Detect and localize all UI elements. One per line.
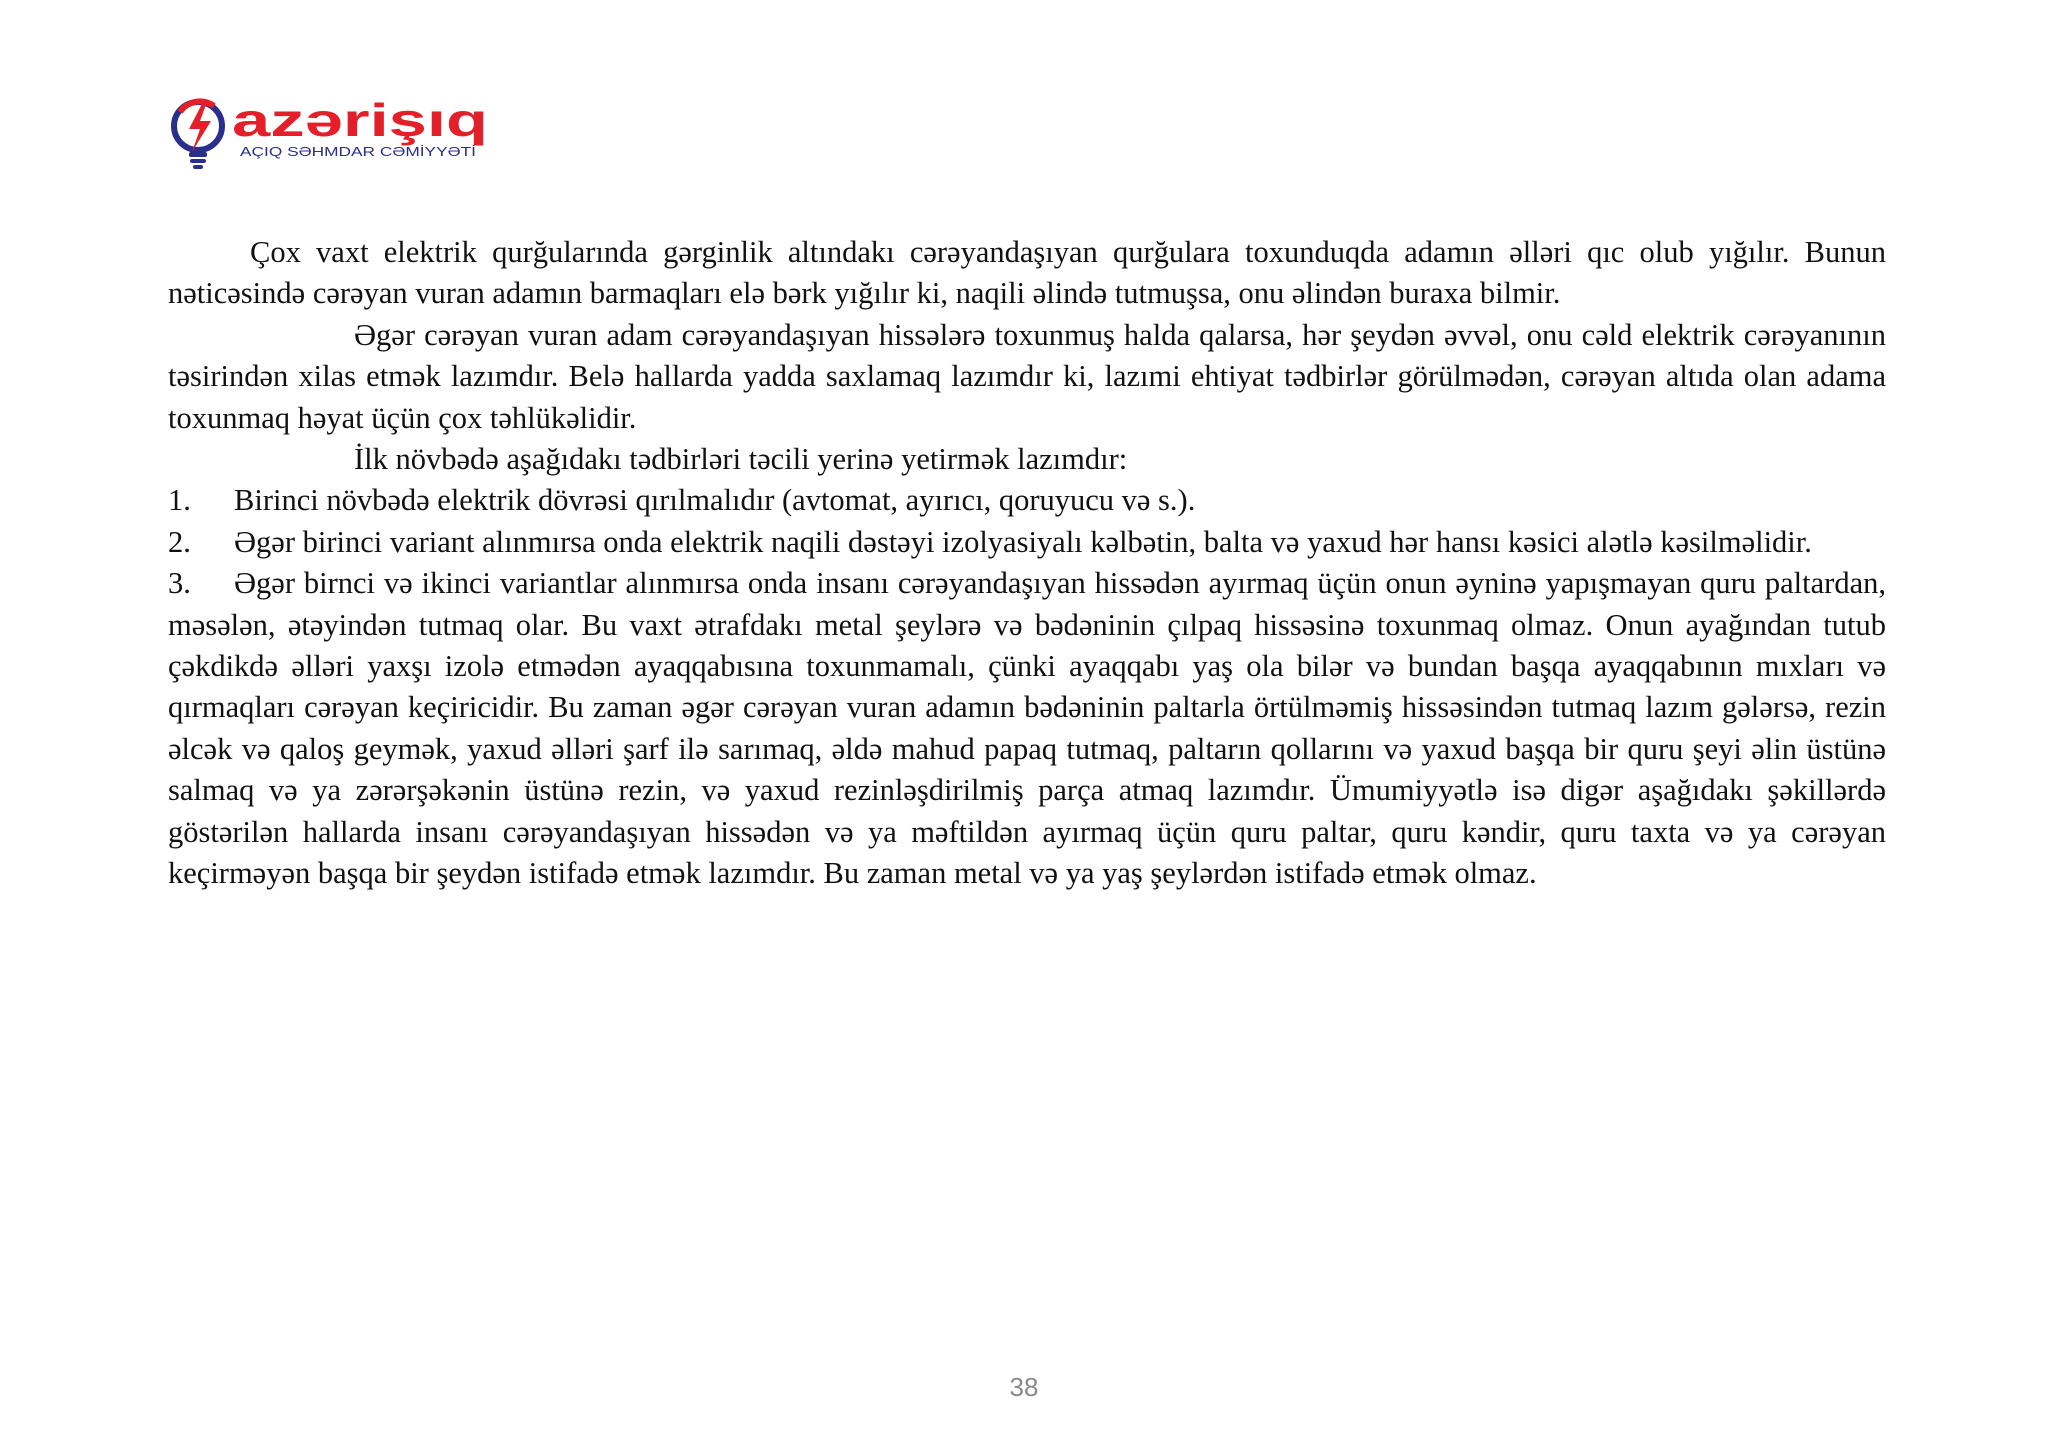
list-item <box>168 480 1886 521</box>
list-item-text: Əgər birinci variant alınmırsa onda elektrik naqili dəstəyi izolyasiyalı kəlbətin, balta və yaxud hər hansı kəsici alətlə kəsilməlidir. <box>234 524 1812 559</box>
list-item-number: 3. <box>168 566 191 601</box>
lightbulb-bolt-icon <box>174 101 222 169</box>
paragraph-1: Çox vaxt elektrik qurğularında gərginlik altındakı cərəyandaşıyan qurğulara toxunduqda adamın əlləri qıc olub yığılır. Bunun nəticəsində cərəyan vuran adamın barmaqları elə bərk yığılır ki, naqili əlində tutmuşsa, onu əlindən buraxa bilmir. <box>168 235 1886 311</box>
paragraph-3: İlk növbədə aşağıdakı tədbirləri təcili yerinə yetirmək lazımdır: <box>354 442 1128 477</box>
paragraph-2: Əgər cərəyan vuran adam cərəyandaşıyan hissələrə toxunmuş halda qalarsa, hər şeydən əvvəl, onu cəld elektrik cərəyanının təsirindən xilas etmək lazımdır. Belə hallarda yadda saxlamaq lazımdır ki, lazımi ehtiyat tədbirlər görülmədən, cərəyan altıda olan adama toxunmaq həyat üçün çox təhlükəlidir. <box>168 317 1886 435</box>
list-item-text: Əgər birnci və ikinci variantlar alınmırsa onda insanı cərəyandaşıyan hissədən ayırmaq üçün onun əyninə yapışmayan quru paltardan, məsələn, ətəyindən tutmaq olar. Bu vaxt ətrafdakı metal şeylərə və bədəninin çılpaq hissəsinə toxunmaq olmaz. Onun ayağından tutub çəkdikdə əlləri yaxşı izolə etmədən ayaqqabısına toxunmamalı, çünki ayaqqabı yaş ola bilər və bundan başqa ayaqqabının mıxları və qırmaqları cərəyan keçiricidir. Bu zaman əgər cərəyan vuran adamın bədəninin paltarla örtülməmiş hissəsindən tutmaq lazım gələrsə, rezin əlcək və qaloş geymək, yaxud əlləri şarf ilə sarımaq, əldə mahud papaq tutmaq, paltarın qollarını və yaxud başqa bir quru şeyi əlin üstünə salmaq və ya zərərşəkənin üstünə rezin, və yaxud rezinləşdirilmiş parça atmaq lazımdır. Ümumiyyətlə isə digər aşağıdakı şəkillərdə göstərilən hallarda insanı cərəyandaşıyan hissədən və ya məftildən ayırmaq üçün quru paltar, quru kəndir, quru taxta və ya cərəyan keçirməyən başqa bir şeydən istifadə etmək lazımdır. Bu zaman metal və ya yaş şeylərdən istifadə etmək olmaz. <box>168 566 1886 891</box>
company-logo <box>168 92 498 178</box>
page-number: 38 <box>1009 1372 1039 1402</box>
logo-wordmark: azərişıq <box>232 94 488 146</box>
list-item-text: Birinci növbədə elektrik dövrəsi qırılmalıdır (avtomat, ayırıcı, qoruyucu və s.). <box>234 483 1196 518</box>
list-item <box>168 522 1886 563</box>
list-item-number: 2. <box>168 524 191 559</box>
document-body <box>168 232 1886 895</box>
list-item-number: 1. <box>168 483 191 518</box>
logo-subtitle: AÇIQ SƏHMDAR CƏMİYYƏTİ <box>240 144 476 159</box>
list-item-3 <box>168 563 1886 894</box>
